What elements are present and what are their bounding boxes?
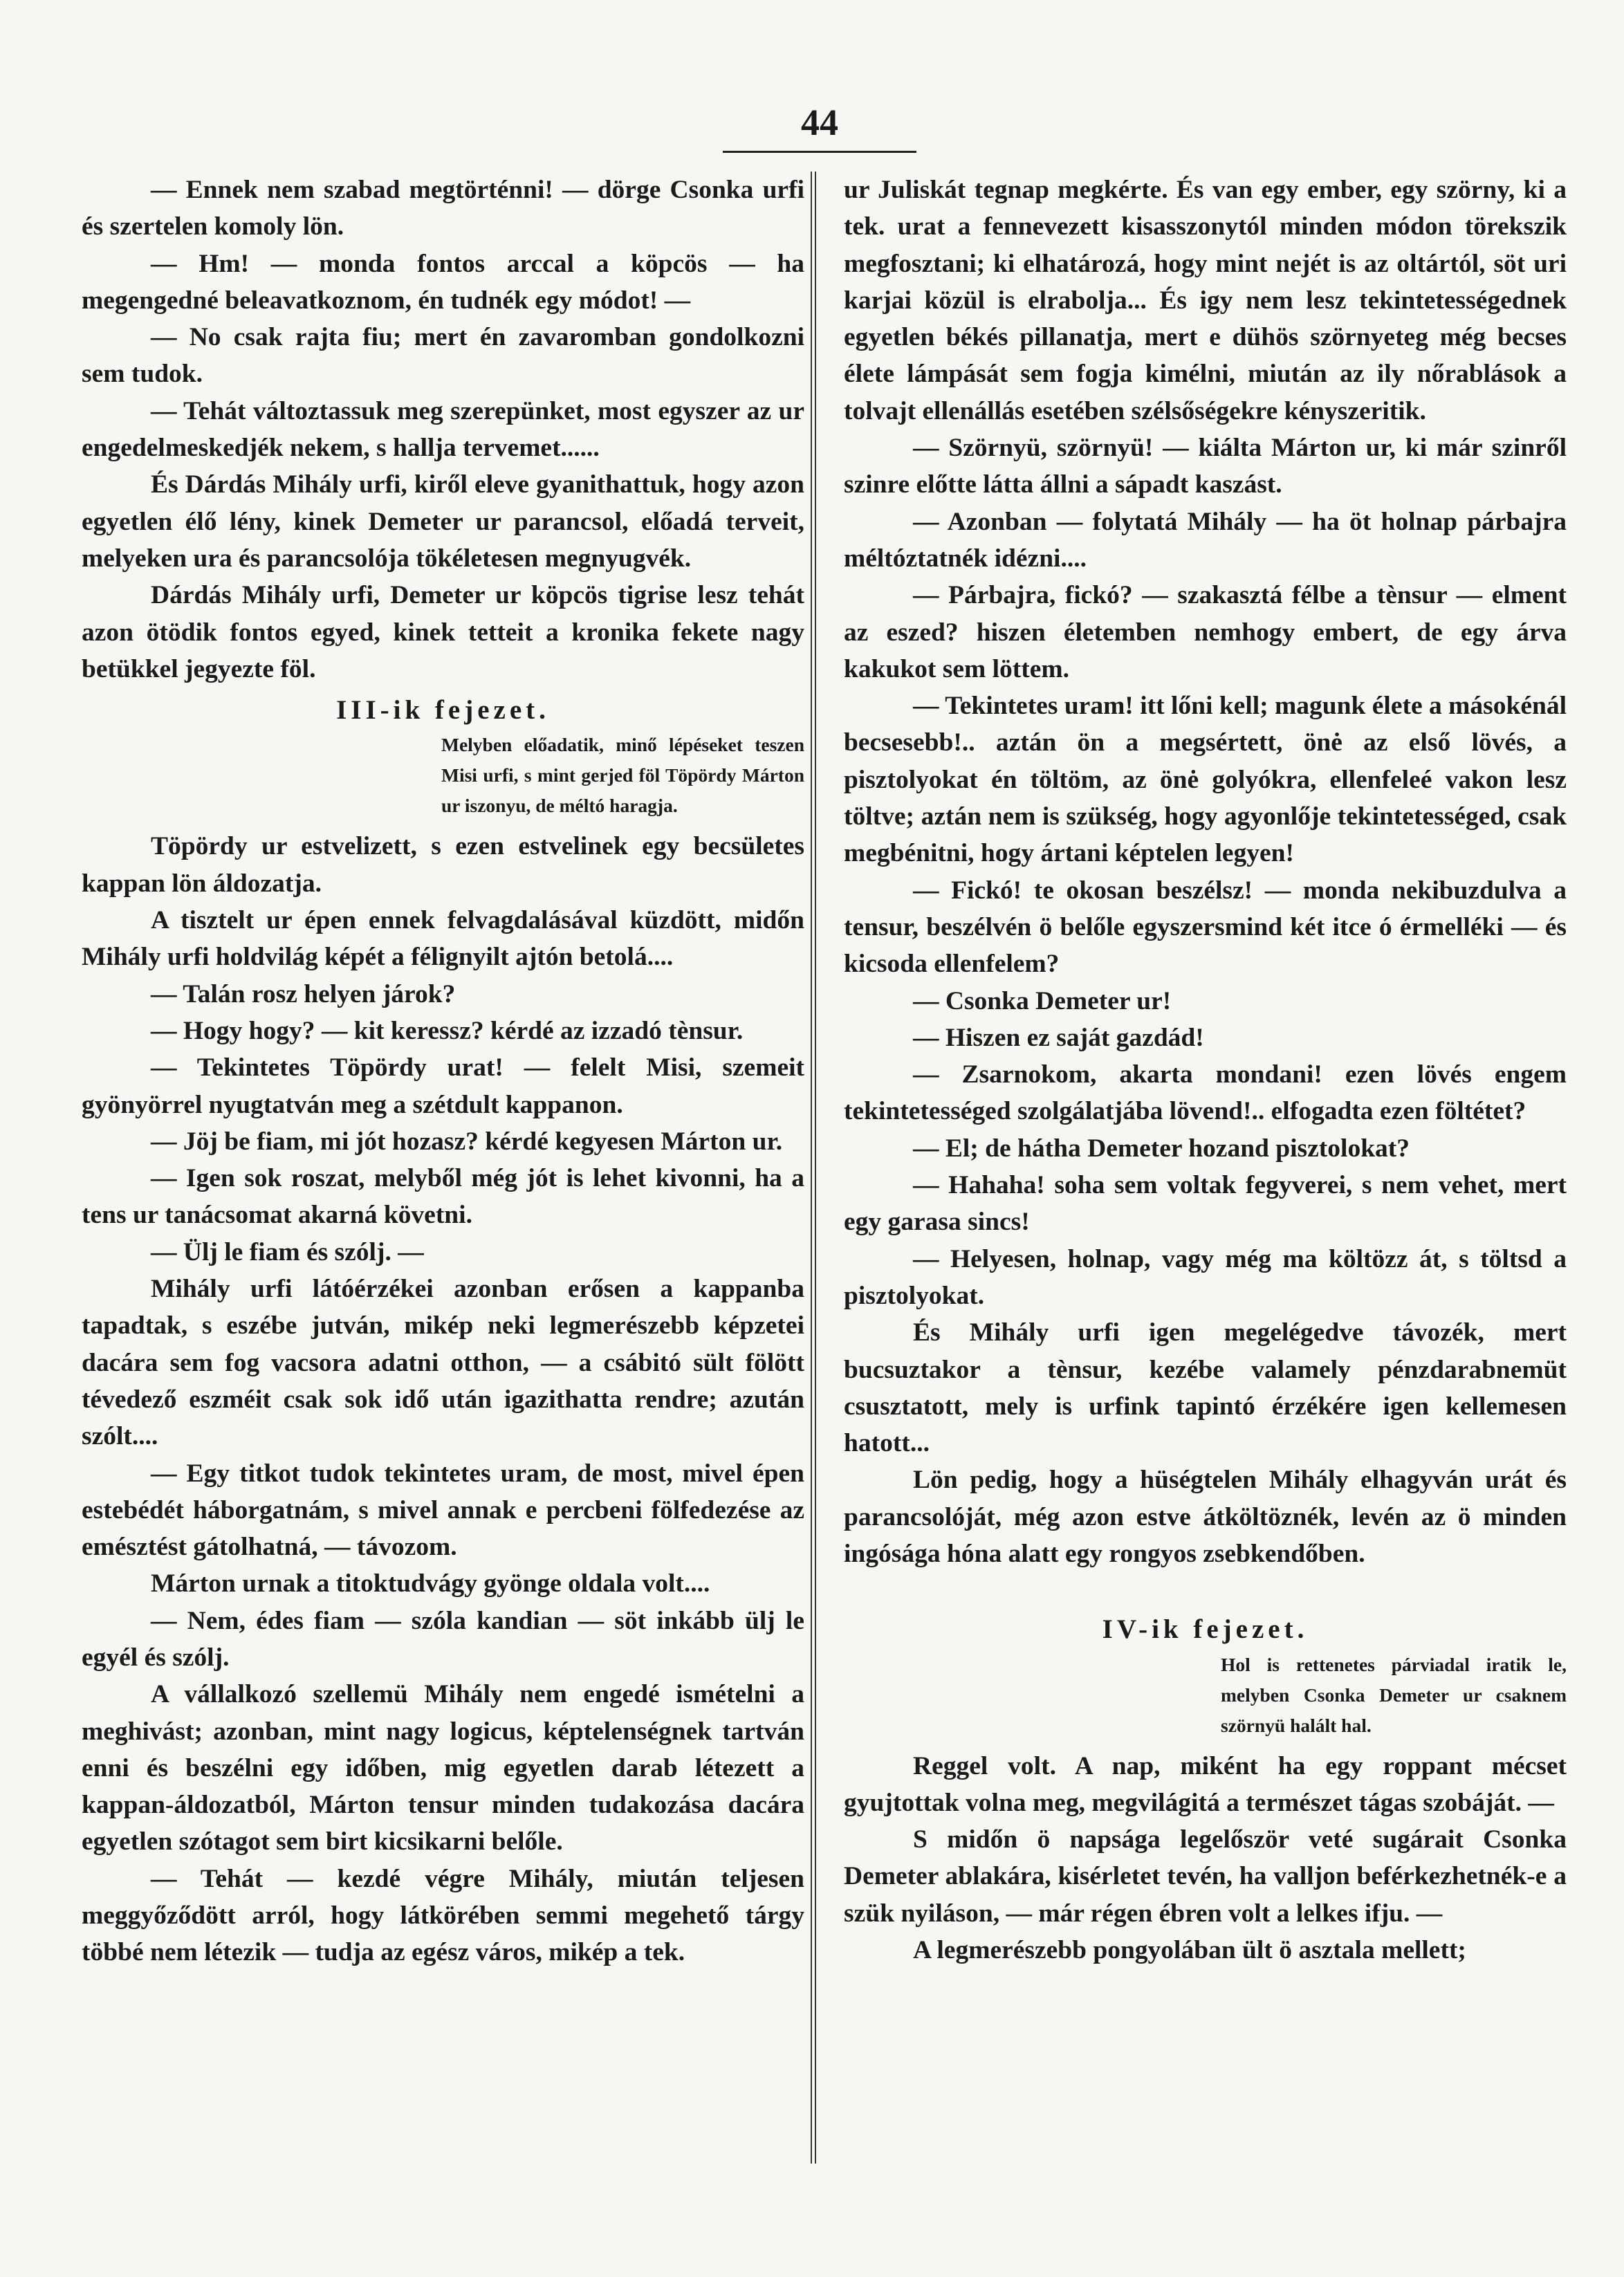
paragraph: — Tekintetes Töpördy urat! — felelt Misi, szemeit gyönyörrel nyugtatván meg a szétdult kappanon.	[82, 1053, 804, 1119]
paragraph: A legmerészebb pongyolában ült ö asztala mellett;	[913, 1936, 1466, 1965]
paragraph: — Nem, édes fiam — szóla kandian — söt inkább ülj le egyél és szólj.	[82, 1606, 804, 1672]
paragraph: Márton urnak a titoktudvágy gyönge oldala volt....	[151, 1569, 710, 1598]
paragraph: — Ennek nem szabad megtörténni! — dörge Csonka urfi és szertelen komoly lön.	[82, 176, 804, 241]
chapter-heading: IV-ik fejezet.	[1102, 1614, 1309, 1645]
paragraph: — Azonban — folytatá Mihály — ha öt holnap párbajra méltóztatnék idézni....	[844, 507, 1567, 573]
chapter-heading: III-ik fejezet.	[336, 695, 550, 726]
paragraph: — Tehát változtassuk meg szerepünket, most egyszer az ur engedelmeskedjék nekem, s hallja tervemet......	[82, 396, 804, 463]
paragraph: — Tehát — kezdé végre Mihály, miután teljesen meggyőződött arról, hogy látkörében semmi megehető tárgy többé nem létezik — tudja az egész város, mikép a tek.	[82, 1864, 804, 1967]
paragraph: — No csak rajta fiu; mert én zavaromban gondolkozni sem tudok.	[82, 323, 804, 389]
paragraph: — Csonka Demeter ur!	[913, 986, 1172, 1015]
page-number: 44	[723, 104, 916, 153]
paragraph: — Talán rosz helyen járok?	[151, 979, 456, 1008]
column-divider	[811, 172, 818, 2164]
paragraph: Mihály urfi látóérzékei azonban erősen a kappanba tapadtak, s eszébe jutván, mikép neki legmerészebb képzetei dacára sem fog vacsora adatni otthon, — a csábitó sült fölött tévedező eszméit csak sok idő után igazithatta rendre; azután szólt....	[82, 1275, 804, 1451]
paragraph: — Egy titkot tudok tekintetes uram, de most, mivel épen estebédét háborgatnám, s mivel annak e percbeni fölfedezése az emésztést gátolhatná, — távozom.	[82, 1459, 804, 1562]
paragraph: Reggel volt. A nap, miként ha egy roppant mécset gyujtottak volna meg, megvilágitá a természet tágas szobáját. —	[844, 1751, 1567, 1817]
paragraph: És Mihály urfi igen megelégedve távozék, mert bucsuztakor a tènsur, kezébe valamely pénzdarabnemüt csusztatott, mely is urfink tapintó érzékére igen kellemesen hatott...	[844, 1318, 1567, 1458]
paragraph: — Jöj be fiam, mi jót hozasz? kérdé kegyesen Márton ur.	[151, 1127, 783, 1156]
paragraph: — Hahaha! soha sem voltak fegyverei, s nem vehet, mert egy garasa sincs!	[844, 1171, 1567, 1237]
paragraph: ur Juliskát tegnap megkérte. És van egy ember, egy szörny, ki a tek. urat a fennevezett kisasszonytól minden módon törekszik megfosztani; ki elhatározá, hogy mint nejét is az oltártól, söt uri karjai közül is elrabolja... És igy nem lesz tekintetességednek egyetlen békés pillanatja, mert e dühös szörnyeteg még becses élete lámpását sem fogja kimélni, miután az ily nőrablások a tolvajt ellenállás esetében szélsőségekre kényszeritik.	[844, 176, 1567, 425]
chapter-summary: Hol is rettenetes párviadal iratik le, melyben Csonka Demeter ur csaknem szörnyü halált hal.	[1221, 1653, 1567, 1736]
paragraph: És Dárdás Mihály urfi, kiről eleve gyanithattuk, hogy azon egyetlen élő lény, kinek Demeter ur parancsol, előadá terveit, melyeken ura és parancsolója tökéletesen megnyugvék.	[82, 470, 804, 573]
left-column	[82, 172, 804, 1971]
paragraph: S midőn ö napsága legelőször veté sugárait Csonka Demeter ablakára, kisérletet tevén, ha valljon beférkezhetnék-e a szük nyiláson, — már régen ébren volt a lelkes ifju. —	[844, 1825, 1567, 1928]
paragraph: Lön pedig, hogy a hüségtelen Mihály elhagyván urát és parancsolóját, még azon estve átköltöznék, levén az ö minden ingósága hóna alatt egy rongyos zsebkendőben.	[844, 1466, 1567, 1568]
paragraph: — El; de hátha Demeter hozand pisztolokat?	[913, 1134, 1410, 1163]
paragraph: A vállalkozó szellemü Mihály nem engedé ismételni a meghivást; azonban, mint nagy logicus, képtelenségnek tartván enni és beszélni egy időben, mig egyetlen darab létezett a kappan-áldozatból, Márton tensur minden tudakozása dacára egyetlen szótagot sem birt kicsikarni belőle.	[82, 1680, 804, 1856]
paragraph: — Igen sok roszat, melyből még jót is lehet kivonni, ha a tens ur tanácsomat akarná követni.	[82, 1164, 804, 1230]
chapter-summary: Melyben előadatik, minő lépéseket teszen Misi urfi, s mint gerjed föl Töpördy Márton ur iszonyu, de méltó haragja.	[441, 734, 804, 817]
right-column	[844, 172, 1567, 1969]
paragraph: A tisztelt ur épen ennek felvagdalásával küzdött, midőn Mihály urfi holdvilág képét a félignyilt ajtón betolá....	[82, 906, 804, 972]
paragraph: — Ülj le fiam és szólj. —	[151, 1237, 424, 1266]
paragraph: — Szörnyü, szörnyü! — kiálta Márton ur, ki már szinről szinre előtte látta állni a sápadt kaszást.	[844, 434, 1567, 499]
paragraph: — Tekintetes uram! itt lőni kell; magunk élete a másokénál becsesebb!.. aztán ön a megsértett, önė az első lövés, a pisztolyokat én töltöm, az önė golyókra, ellenfeleé vakon lesz töltve; aztán nem is szükség, hogy agyonlője tekintetességed, csak megbénitni, hogy ártani képtelen legyen!	[844, 692, 1567, 868]
paragraph: — Zsarnokom, akarta mondani! ezen lövés engem tekintetességed szolgálatjába lövend!.. elfogadta ezen föltétet?	[844, 1060, 1567, 1126]
paragraph: — Hm! — monda fontos arccal a köpcös — ha megengedné beleavatkoznom, én tudnék egy módot! —	[82, 249, 804, 315]
paragraph: — Hogy hogy? — kit keressz? kérdé az izzadó tènsur.	[151, 1016, 744, 1045]
paragraph: — Párbajra, fickó? — szakasztá félbe a tènsur — elment az eszed? hiszen életemben nemhogy embert, de egy árva kakukot sem löttem.	[844, 581, 1567, 683]
paragraph: — Helyesen, holnap, vagy még ma költözz át, s töltsd a pisztolyokat.	[844, 1244, 1567, 1310]
paragraph: — Fickó! te okosan beszélsz! — monda nekibuzdulva a tensur, beszélvén ö belőle egyszersmind két itce ó érmelléki — és kicsoda ellenfelem?	[844, 876, 1567, 979]
paragraph: — Hiszen ez saját gazdád!	[913, 1023, 1204, 1052]
paragraph: Dárdás Mihály urfi, Demeter ur köpcös tigrise lesz tehát azon ötödik fontos egyed, kinek tetteit a kronika fekete nagy betükkel jegyezte föl.	[82, 581, 804, 683]
paragraph: Töpördy ur estvelizett, s ezen estvelinek egy becsületes kappan lön áldozatja.	[82, 832, 804, 898]
